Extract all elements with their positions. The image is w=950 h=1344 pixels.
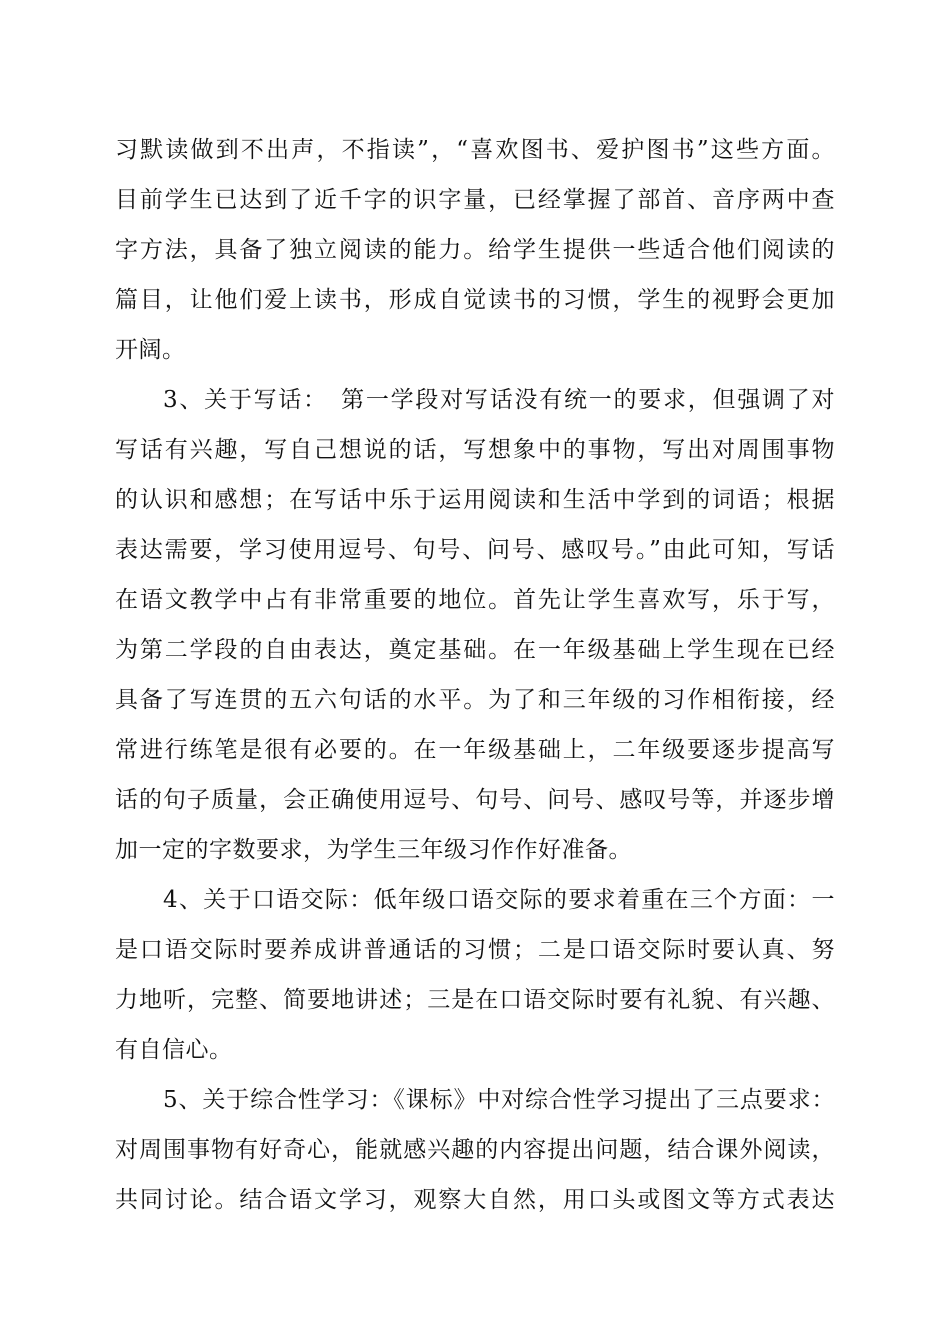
text-line: 加一定的字数要求，为学生三年级习作作好准备。 (115, 837, 632, 863)
text-line: 的认识和感想；在写话中乐于运用阅读和生活中学到的词语；根据 (115, 487, 835, 513)
text-line: 为第二学段的自由表达，奠定基础。在一年级基础上学生现在已经 (115, 637, 835, 663)
text-line: 篇目，让他们爱上读书，形成自觉读书的习惯，学生的视野会更加 (115, 287, 835, 313)
paragraph-start-line: 3、关于写话： 第一学段对写话没有统一的要求，但强调了对 (163, 387, 835, 413)
text-line: 字方法，具备了独立阅读的能力。给学生提供一些适合他们阅读的 (115, 237, 835, 263)
text-line: 具备了写连贯的五六句话的水平。为了和三年级的习作相衔接，经 (115, 687, 835, 713)
text-line: 开阔。 (115, 337, 186, 363)
paragraph-start-line: 5、关于综合性学习：《课标》中对综合性学习提出了三点要求： (163, 1087, 835, 1113)
text-line: 共同讨论。结合语文学习，观察大自然，用口头或图文等方式表达 (115, 1187, 835, 1213)
text-line: 表达需要，学习使用逗号、句号、问号、感叹号。”由此可知，写话 (115, 537, 835, 563)
text-line: 话的句子质量，会正确使用逗号、句号、问号、感叹号等，并逐步增 (115, 787, 835, 813)
paragraph-start-line: 4、关于口语交际：低年级口语交际的要求着重在三个方面：一 (163, 887, 835, 913)
text-line: 在语文教学中占有非常重要的地位。首先让学生喜欢写，乐于写， (115, 587, 835, 613)
text-line: 是口语交际时要养成讲普通话的习惯；二是口语交际时要认真、努 (115, 937, 835, 963)
text-line: 对周围事物有好奇心，能就感兴趣的内容提出问题，结合课外阅读， (115, 1137, 835, 1163)
text-line: 常进行练笔是很有必要的。在一年级基础上，二年级要逐步提高写 (115, 737, 835, 763)
text-line: 目前学生已达到了近千字的识字量，已经掌握了部首、音序两中查 (115, 187, 835, 213)
text-line: 写话有兴趣，写自己想说的话，写想象中的事物，写出对周围事物 (115, 437, 835, 463)
text-line: 有自信心。 (115, 1037, 233, 1063)
text-line: 习默读做到不出声，不指读”，“喜欢图书、爱护图书”这些方面。 (115, 137, 835, 163)
text-line: 力地听，完整、简要地讲述；三是在口语交际时要有礼貌、有兴趣、 (115, 987, 835, 1013)
